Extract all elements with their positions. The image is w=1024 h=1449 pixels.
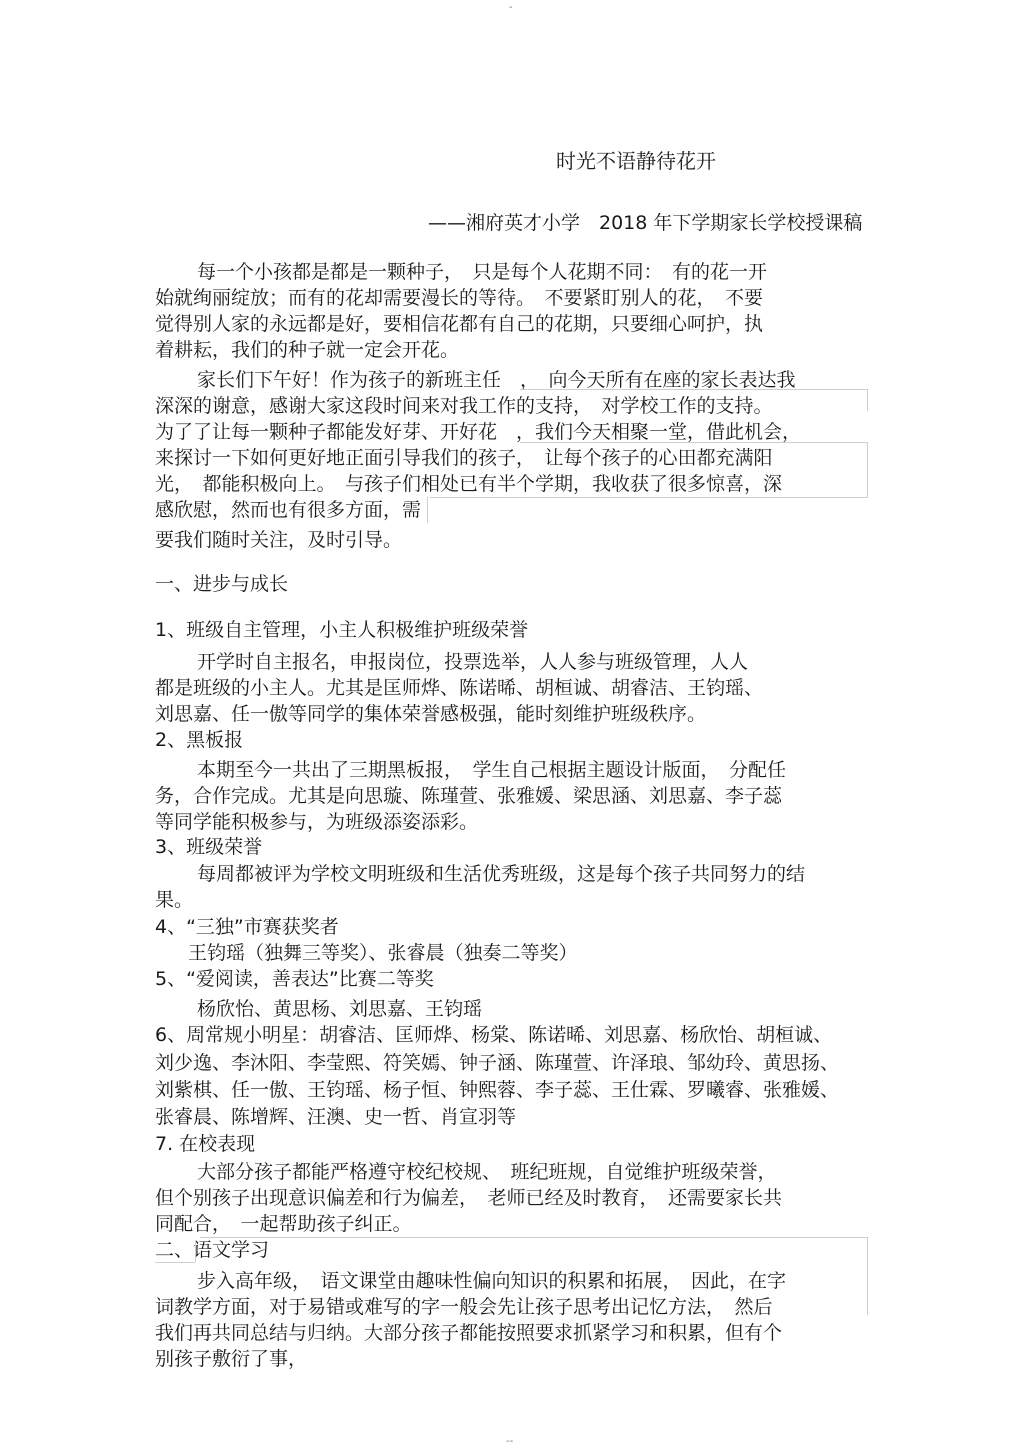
scan-artifact-line	[155, 1262, 195, 1263]
paragraph-line: 为了了让每一颗种子都能发好芽、开好花 ，我们今天相聚一堂，借此机会，	[155, 421, 802, 443]
paragraph-line: 来探讨一下如何更好地正面引导我们的孩子， 让每个孩子的心田都充满阳	[155, 447, 773, 469]
item-heading: 7. 在校表现	[155, 1133, 256, 1155]
paragraph-line: 等同学能积极参与，为班级添姿添彩。	[155, 811, 479, 833]
paragraph-line: 词教学方面，对于易错或难写的字一般会先让孩子思考出记忆方法， 然后	[155, 1296, 773, 1318]
paragraph-line: 本期至今一共出了三期黑板报， 学生自己根据主题设计版面， 分配任	[197, 759, 787, 781]
paragraph-line: 别孩子敷衍了事，	[155, 1348, 308, 1370]
paragraph-line: 光， 都能积极向上。 与孩子们相处已有半个学期，我收获了很多惊喜，深	[155, 473, 783, 495]
paragraph-line: 张睿晨、陈增辉、汪澳、史一哲、肖宣羽等	[155, 1106, 517, 1128]
section-heading: 一、进步与成长	[155, 573, 289, 595]
scan-artifact-line	[195, 1240, 196, 1262]
scan-artifact-line	[520, 442, 868, 443]
paragraph-line: 大部分孩子都能严格遵守校纪校规、 班纪班规，自觉维护班级荣誉，	[197, 1161, 777, 1183]
scan-artifact-line	[200, 1237, 868, 1238]
paragraph-line: 我们再共同总结与归纳。大部分孩子都能按照要求抓紧学习和积累，但有个	[155, 1322, 783, 1344]
item-heading: 3、班级荣誉	[155, 836, 263, 858]
paragraph-line: 刘紫棋、任一傲、王钧瑶、杨子恒、钟熙蓉、李子蕊、王仕霖、罗曦睿、张雅媛、	[155, 1079, 840, 1101]
paragraph-line: 感欣慰，然而也有很多方面，需	[155, 499, 422, 521]
paragraph-line: 每一个小孩都是都是一颗种子， 只是每个人花期不同： 有的花一开	[197, 261, 768, 283]
scan-artifact-line	[427, 497, 428, 523]
paragraph-line: 6、周常规小明星：胡睿洁、匡师烨、杨棠、陈诺晞、刘思嘉、杨欣怡、胡桓诚、	[155, 1024, 833, 1046]
scan-artifact-line	[867, 1237, 868, 1315]
paragraph-line: 同配合， 一起帮助孩子纠正。	[155, 1213, 412, 1235]
page-mark-bottom: --	[506, 1436, 514, 1447]
paragraph-line: 着耕耘，我们的种子就一定会开花。	[155, 339, 460, 361]
paragraph-line: 深深的谢意，感谢大家这段时间来对我工作的支持， 对学校工作的支持。	[155, 395, 773, 417]
paragraph-line: 果。	[155, 889, 194, 911]
scan-artifact-line	[867, 442, 868, 497]
item-heading: 2、黑板报	[155, 729, 244, 751]
scan-artifact-line	[520, 389, 868, 390]
paragraph-line: 刘少逸、李沐阳、李莹熙、符笑嫣、钟子涵、陈瑾萱、许泽琅、邹幼玲、黄思扬、	[155, 1052, 840, 1074]
paragraph-line: 步入高年级， 语文课堂由趣味性偏向知识的积累和拓展， 因此，在字	[197, 1270, 787, 1292]
paragraph-line: 觉得别人家的永远都是好，要相信花都有自己的花期，只要细心呵护，执	[155, 313, 764, 335]
paragraph-line: 务，合作完成。尤其是向思璇、陈瑾萱、张雅媛、梁思涵、刘思嘉、李子蕊	[155, 785, 783, 807]
item-heading: 4、“三独”市赛获奖者	[155, 916, 339, 938]
paragraph-line: 王钧瑶（独舞三等奖）、张睿晨（独奏二等奖）	[188, 942, 578, 964]
item-heading: 1、班级自主管理，小主人积极维护班级荣誉	[155, 619, 529, 641]
paragraph-line: 杨欣怡、黄思杨、刘思嘉、王钧瑶	[197, 998, 483, 1020]
paragraph-line: 始就绚丽绽放；而有的花却需要漫长的等待。 不要紧盯别人的花， 不要	[155, 287, 764, 309]
paragraph-line: 开学时自主报名，申报岗位，投票选举，人人参与班级管理，人人	[197, 651, 749, 673]
document-title: 时光不语静待花开	[556, 149, 716, 173]
scan-artifact-line	[430, 497, 868, 498]
paragraph-line: 要我们随时关注，及时引导。	[155, 529, 403, 551]
paragraph-line: 但个别孩子出现意识偏差和行为偏差， 老师已经及时教育， 还需要家长共	[155, 1187, 783, 1209]
paragraph-line: 每周都被评为学校文明班级和生活优秀班级，这是每个孩子共同努力的结	[197, 863, 806, 885]
paragraph-line: 家长们下午好！作为孩子的新班主任 ， 向今天所有在座的家长表达我	[197, 369, 796, 391]
section-heading: 二、语文学习	[155, 1239, 270, 1261]
paragraph-line: 都是班级的小主人。尤其是匡师烨、陈诺晞、胡桓诚、胡睿洁、王钧瑶、	[155, 677, 764, 699]
paragraph-line: 刘思嘉、任一傲等同学的集体荣誉感极强，能时刻维护班级秩序。	[155, 703, 707, 725]
page-mark-top: -	[509, 2, 513, 13]
item-heading: 5、“爱阅读，善表达”比赛二等奖	[155, 968, 434, 990]
scan-artifact-line	[867, 389, 868, 411]
document-subtitle: ——湘府英才小学 2018 年下学期家长学校授课稿	[428, 212, 863, 234]
